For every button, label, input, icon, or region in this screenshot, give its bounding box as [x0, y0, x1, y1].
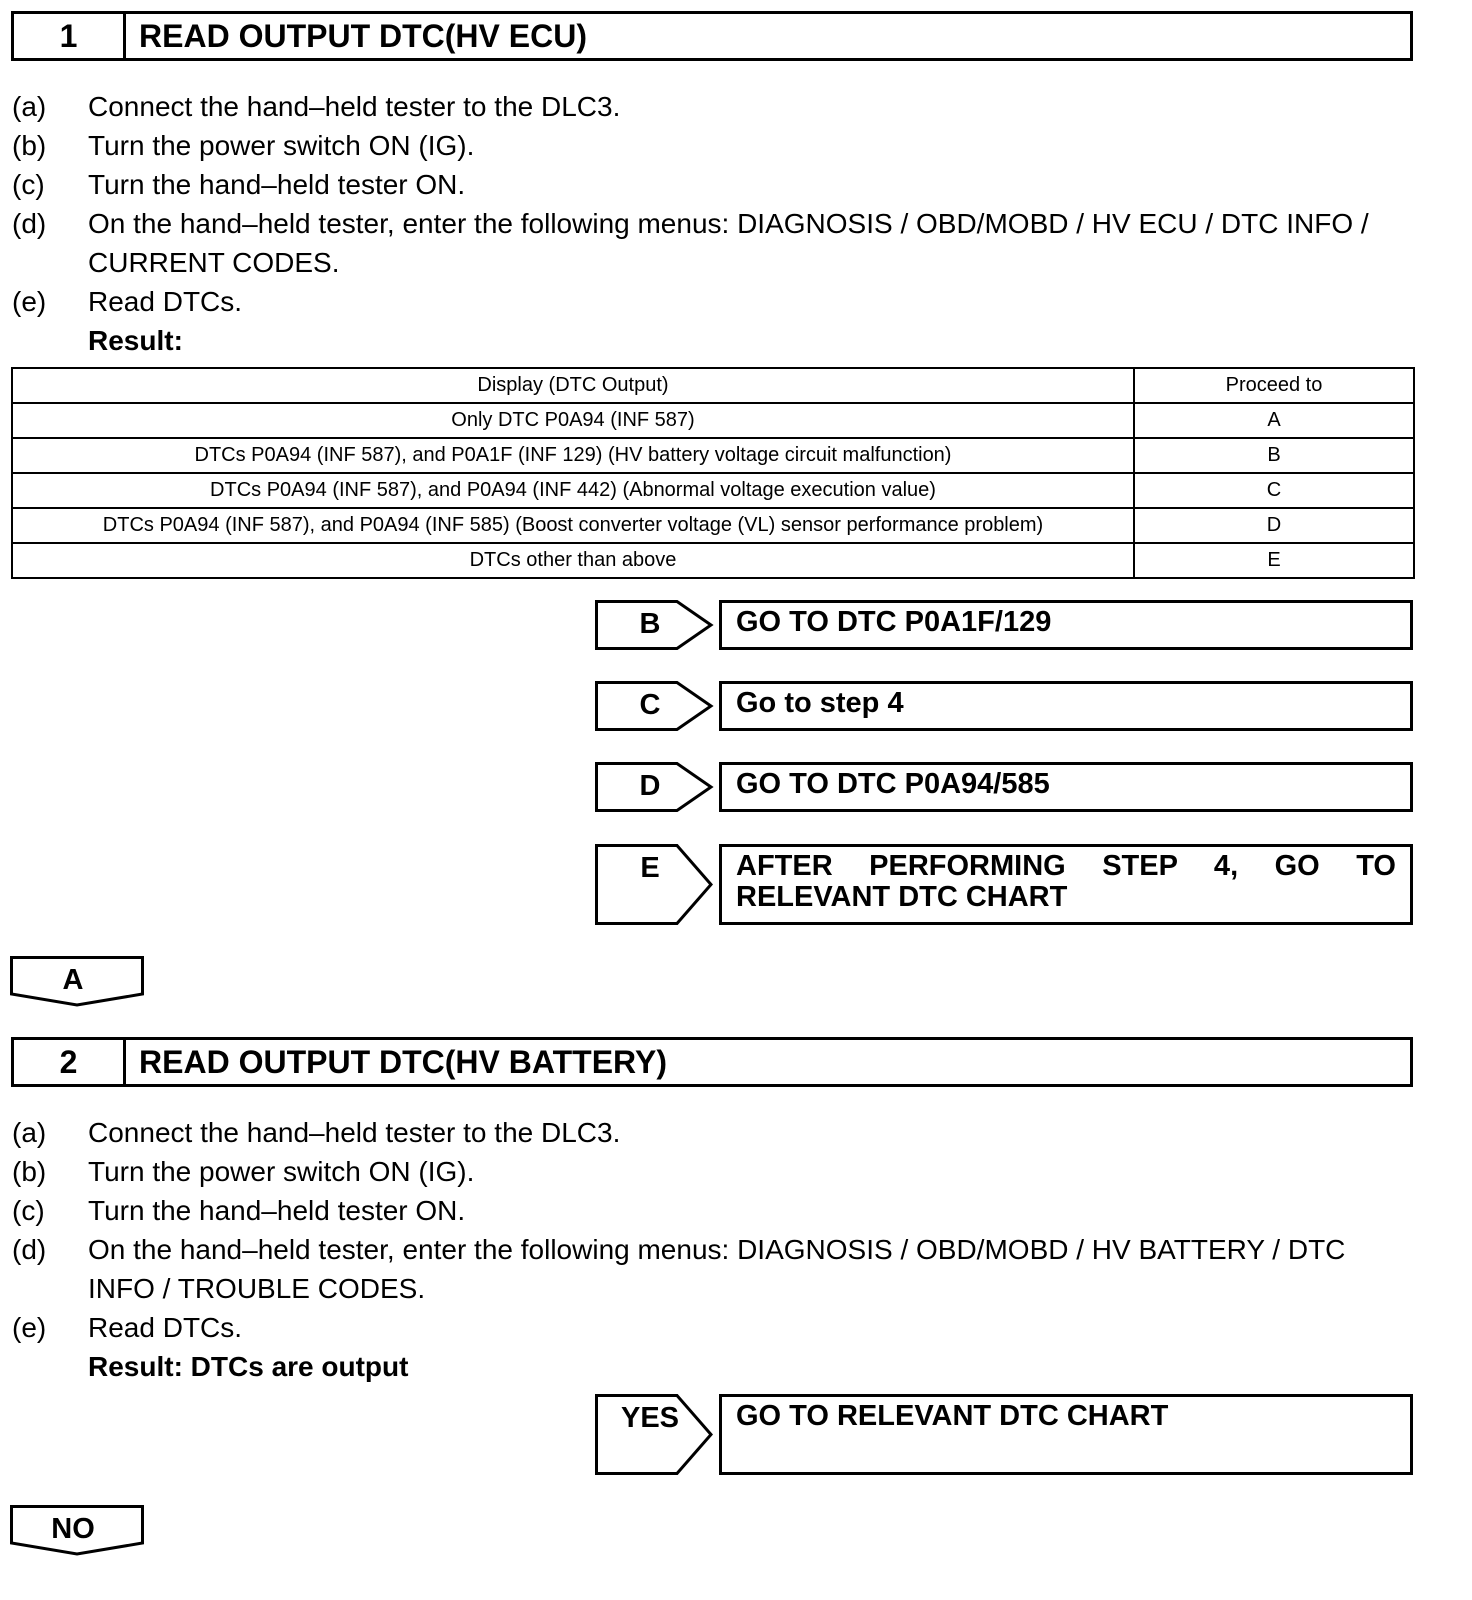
branch-d [595, 762, 1413, 812]
branch-action: AFTER PERFORMING STEP 4, GO TO RELEVANT DTC CHART [719, 844, 1413, 925]
continue-label: NO [51, 1513, 95, 1545]
step-2-instructions [12, 1113, 1416, 1386]
instruction-label: (b) [12, 1156, 47, 1187]
instruction-item [12, 282, 1416, 321]
table-row [12, 438, 1414, 473]
branch-action: GO TO DTC P0A1F/129 [719, 600, 1413, 650]
instruction-label: (e) [12, 1312, 47, 1343]
table-row [12, 543, 1414, 578]
table-cell: DTCs other than above [12, 543, 1134, 578]
branch-label: B [639, 608, 661, 640]
instruction-item [12, 165, 1416, 204]
instruction-item [12, 1308, 1416, 1347]
table-cell: C [1134, 473, 1414, 508]
table-cell: Only DTC P0A94 (INF 587) [12, 403, 1134, 438]
table-header-row [12, 368, 1414, 403]
instruction-item [12, 1230, 1416, 1308]
branch-e [595, 844, 1413, 925]
instruction-text: Connect the hand–held tester to the DLC3. [88, 91, 621, 122]
step-1-instructions [12, 87, 1416, 360]
instruction-text: Read DTCs. [88, 286, 243, 317]
instruction-text: Turn the power switch ON (IG). [88, 130, 475, 161]
instruction-label: (e) [12, 286, 47, 317]
step-title: READ OUTPUT DTC(HV BATTERY) [139, 1043, 667, 1080]
instruction-text: On the hand–held tester, enter the following menus: DIAGNOSIS / OBD/MOBD / HV BATTERY / DTC INFO / TROUBLE CODES. [88, 1234, 1346, 1304]
branch-label: YES [620, 1402, 680, 1434]
instruction-item [12, 204, 1416, 282]
instruction-label: (d) [12, 208, 47, 239]
branch-action: GO TO RELEVANT DTC CHART [719, 1394, 1413, 1475]
branch-c [595, 681, 1413, 731]
instruction-item [12, 1113, 1416, 1152]
table-cell: DTCs P0A94 (INF 587), and P0A1F (INF 129) (HV battery voltage circuit malfunction) [12, 438, 1134, 473]
instruction-item [12, 87, 1416, 126]
instruction-text: Turn the power switch ON (IG). [88, 1156, 475, 1187]
instruction-label: (a) [12, 91, 47, 122]
instruction-label: (a) [12, 1117, 47, 1148]
instruction-text: On the hand–held tester, enter the following menus: DIAGNOSIS / OBD/MOBD / HV ECU / DTC INFO / CURRENT CODES. [88, 208, 1369, 278]
continue-label: A [62, 964, 84, 996]
instruction-text: Turn the hand–held tester ON. [88, 169, 466, 200]
table-row [12, 403, 1414, 438]
continue-no [10, 1505, 144, 1557]
branch-b [595, 600, 1413, 650]
table-cell: B [1134, 438, 1414, 473]
instruction-text: Turn the hand–held tester ON. [88, 1195, 466, 1226]
step-1-header [11, 11, 1413, 61]
result-table [11, 367, 1415, 579]
instruction-label: (c) [12, 169, 45, 200]
instruction-label: (c) [12, 1195, 45, 1226]
table-cell: E [1134, 543, 1414, 578]
branch-yes [595, 1394, 1413, 1475]
table-cell: A [1134, 403, 1414, 438]
table-cell: DTCs P0A94 (INF 587), and P0A94 (INF 442) (Abnormal voltage execution value) [12, 473, 1134, 508]
instruction-item [12, 1191, 1416, 1230]
table-cell: D [1134, 508, 1414, 543]
table-header: Proceed to [1134, 368, 1414, 403]
branch-label: E [640, 852, 660, 884]
branch-action: GO TO DTC P0A94/585 [719, 762, 1413, 812]
instruction-label: (b) [12, 130, 47, 161]
table-row [12, 508, 1414, 543]
instruction-text: Read DTCs. [88, 1312, 243, 1343]
table-row [12, 473, 1414, 508]
instruction-text: Connect the hand–held tester to the DLC3. [88, 1117, 621, 1148]
result-label: Result: DTCs are output [88, 1351, 409, 1382]
step-2-header [11, 1037, 1413, 1087]
result-label: Result: [88, 325, 183, 356]
step-title: READ OUTPUT DTC(HV ECU) [139, 17, 587, 54]
table-header: Display (DTC Output) [12, 368, 1134, 403]
instruction-item [12, 1152, 1416, 1191]
step-number: 2 [14, 1040, 126, 1084]
continue-a [10, 956, 144, 1008]
table-cell: DTCs P0A94 (INF 587), and P0A94 (INF 585) (Boost converter voltage (VL) sensor performance problem) [12, 508, 1134, 543]
branch-label: D [639, 770, 661, 802]
step-number: 1 [14, 14, 126, 58]
instruction-label: (d) [12, 1234, 47, 1265]
branch-action: Go to step 4 [719, 681, 1413, 731]
branch-label: C [639, 689, 661, 721]
instruction-item [12, 126, 1416, 165]
